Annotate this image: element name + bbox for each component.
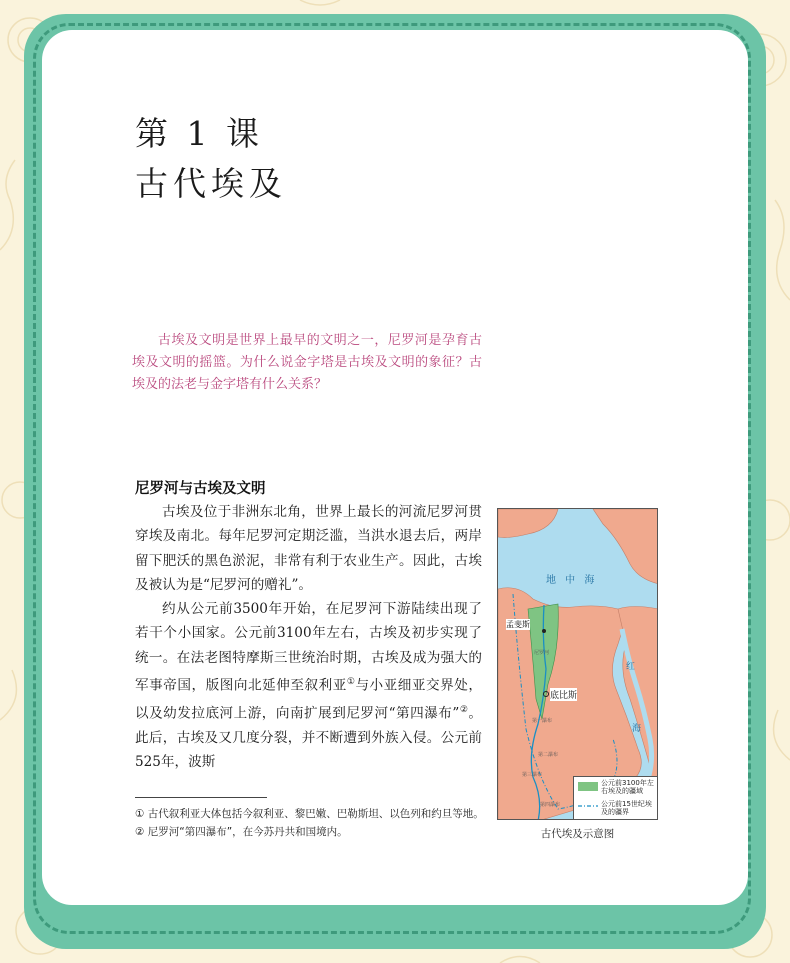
footnote-2: ② 尼罗河“第四瀑布”，在今苏丹共和国境内。 <box>135 826 348 838</box>
paragraph-2-part-b: 与小亚细亚交界处，以及幼发拉底河上游，向南扩展到尼罗河“第四瀑布” <box>135 677 483 722</box>
ancient-egypt-map <box>497 508 658 820</box>
legend-territory-label: 公元前3100年左右埃及的疆域 <box>601 779 654 795</box>
lesson-intro: 古埃及文明是世界上最早的文明之一，尼罗河是孕育古埃及文明的摇篮。为什么说金字塔是古埃及文明的象征？古埃及的法老与金字塔有什么关系？ <box>132 333 482 392</box>
paragraph-2-part-c: 。此后，古埃及又几度分裂，并不断遭到外族入侵。公元前525年，波斯 <box>135 705 482 771</box>
legend-border-label: 公元前15世纪埃及的疆界 <box>601 800 652 816</box>
footnote-1: ① 古代叙利亚大体包括今叙利亚、黎巴嫩、巴勒斯坦、以色列和约旦等地。 <box>135 808 484 820</box>
map-legend <box>573 776 658 820</box>
mediterranean-label: 地 中 海 <box>546 575 598 586</box>
map-caption: 古代埃及示意图 <box>540 828 615 840</box>
lesson-title: 古代埃及 <box>135 164 287 203</box>
nile-label: 尼罗河 <box>534 650 550 656</box>
paragraph-2-part-a: 约从公元前3500年开始，在尼罗河下游陆续出现了若干个小国家。公元前3100年左右，古埃及初步实现了统一。在法老图特摩斯三世统治时期，古埃及成为强大的军事帝国，版图向北延伸至叙利亚 <box>135 601 482 694</box>
cataract-2-label: 第二瀑布 <box>538 752 559 758</box>
footnotes <box>135 805 485 841</box>
memphis-marker <box>542 629 546 633</box>
section-body <box>135 500 482 774</box>
thebes-label: 底比斯 <box>550 688 577 701</box>
section-heading: 尼罗河与古埃及文明 <box>135 481 266 497</box>
cataract-1-label: 第一瀑布 <box>532 718 553 724</box>
footnote-ref-1[interactable]: ① <box>346 677 356 688</box>
red-sea-label-2: 海 <box>632 724 642 734</box>
footnote-ref-2[interactable]: ② <box>459 704 469 715</box>
memphis-label: 孟斐斯 <box>506 620 530 629</box>
cataract-3-label: 第三瀑布 <box>522 772 543 778</box>
textbook-page <box>42 30 748 905</box>
paragraph-1: 古埃及位于非洲东北角，世界上最长的河流尼罗河贯穿埃及南北。每年尼罗河定期泛滥，当洪水退去后，两岸留下肥沃的黑色淤泥，非常有利于农业生产。因此，古埃及被认为是“尼罗河的赠礼”。 <box>135 504 482 593</box>
footnote-divider <box>135 797 267 798</box>
legend-swatch-territory <box>578 782 598 791</box>
lesson-number: 第 1 课 <box>135 114 263 153</box>
cataract-4-label: 第四瀑布 <box>540 802 561 808</box>
legend-swatch-border <box>578 803 598 809</box>
paragraph-2 <box>135 597 482 774</box>
red-sea-label: 红 <box>626 662 636 672</box>
